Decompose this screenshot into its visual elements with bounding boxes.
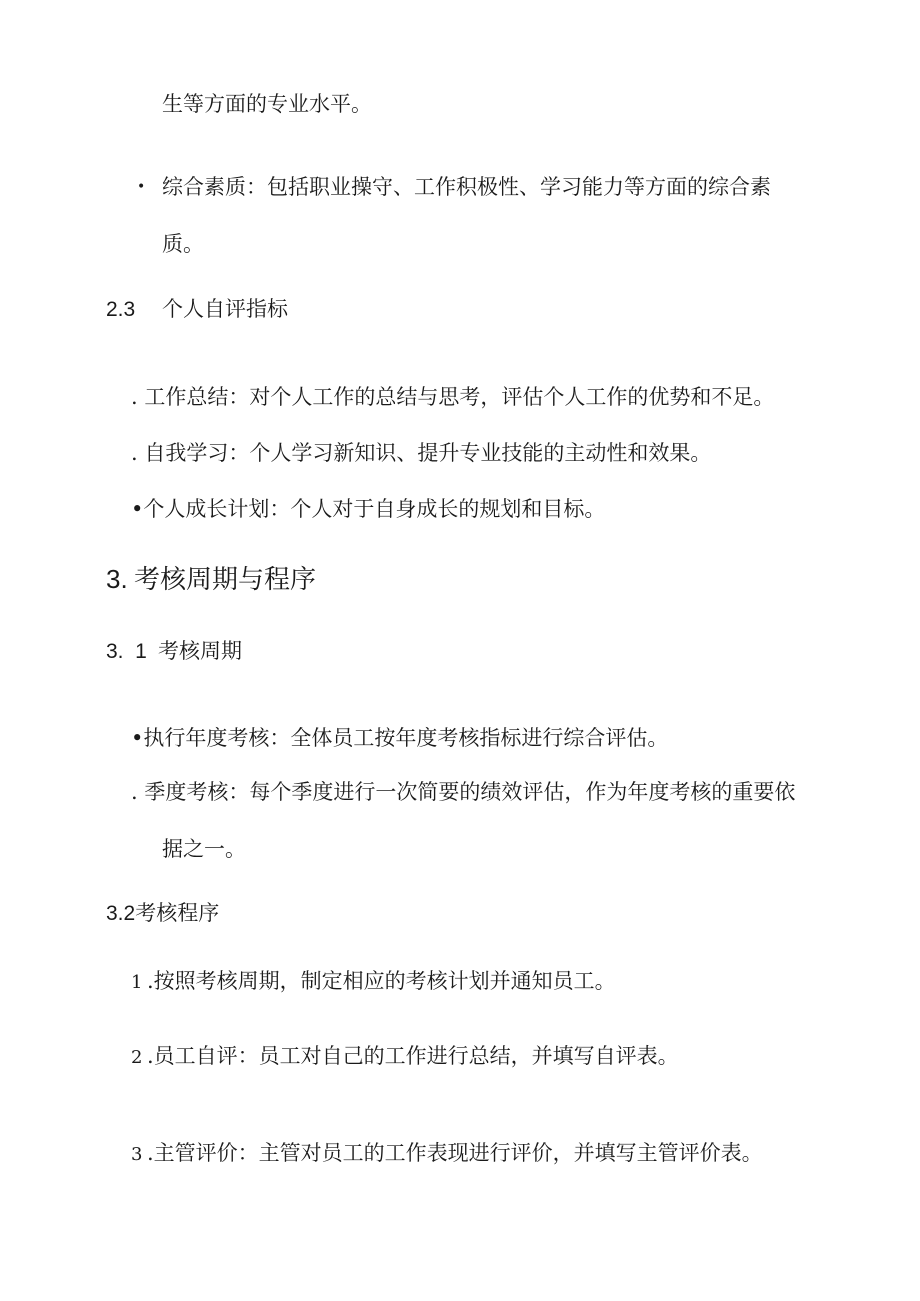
list-marker: .: [131, 385, 145, 409]
bullet-text: 综合素质：包括职业操守、工作积极性、学习能力等方面的综合素: [162, 175, 771, 199]
numbered-item: [131, 1042, 679, 1072]
list-item-text: 季度考核：每个季度进行一次简要的绩效评估，作为年度考核的重要依: [144, 780, 796, 804]
list-marker: .: [131, 441, 145, 465]
item-number: 3: [131, 1144, 143, 1165]
paragraph-continuation: 生等方面的专业水平。: [162, 92, 372, 116]
list-item: [131, 724, 668, 752]
section-title: 个人自评指标: [162, 298, 288, 321]
list-item-text: 工作总结：对个人工作的总结与思考，评估个人工作的优势和不足。: [144, 385, 775, 409]
list-item: [131, 383, 774, 411]
numbered-item: [131, 967, 616, 997]
list-marker: •: [131, 497, 144, 521]
list-item-text: 自我学习：个人学习新知识、提升专业技能的主动性和效果。: [144, 441, 712, 465]
section-title: 考核周期: [158, 640, 242, 663]
list-item: [131, 495, 605, 523]
section-number: 2.3: [106, 298, 136, 321]
list-marker: .: [131, 780, 145, 804]
item-text: .按照考核周期，制定相应的考核计划并通知员工。: [147, 969, 616, 993]
section-title: 考核程序: [135, 902, 220, 925]
section-title: 考核周期与程序: [134, 564, 317, 594]
section-heading-3-2: [106, 900, 219, 928]
item-text: .主管评价：主管对员工的工作表现进行评价，并填写主管评价表。: [147, 1141, 763, 1165]
list-item: [131, 778, 795, 806]
bullet-marker: •: [137, 179, 146, 195]
section-number: 3. 1: [106, 640, 147, 663]
numbered-item: [131, 1139, 763, 1169]
list-marker: •: [131, 726, 144, 750]
section-number: 3.: [106, 564, 128, 594]
item-number: 2: [131, 1047, 143, 1068]
section-heading-2-3: [106, 296, 288, 324]
list-item-text: 执行年度考核：全体员工按年度考核指标进行综合评估。: [143, 726, 669, 750]
item-text: .员工自评：员工对自己的工作进行总结，并填写自评表。: [147, 1044, 679, 1068]
list-item-continuation: 据之一。: [162, 837, 246, 861]
list-item: [131, 439, 711, 467]
section-heading-3: [106, 562, 316, 596]
bullet-text-continuation: 质。: [162, 232, 204, 256]
list-item-text: 个人成长计划：个人对于自身成长的规划和目标。: [143, 497, 606, 521]
section-heading-3-1: [106, 638, 242, 666]
item-number: 1: [131, 972, 143, 993]
section-number: 3.2: [106, 902, 136, 925]
